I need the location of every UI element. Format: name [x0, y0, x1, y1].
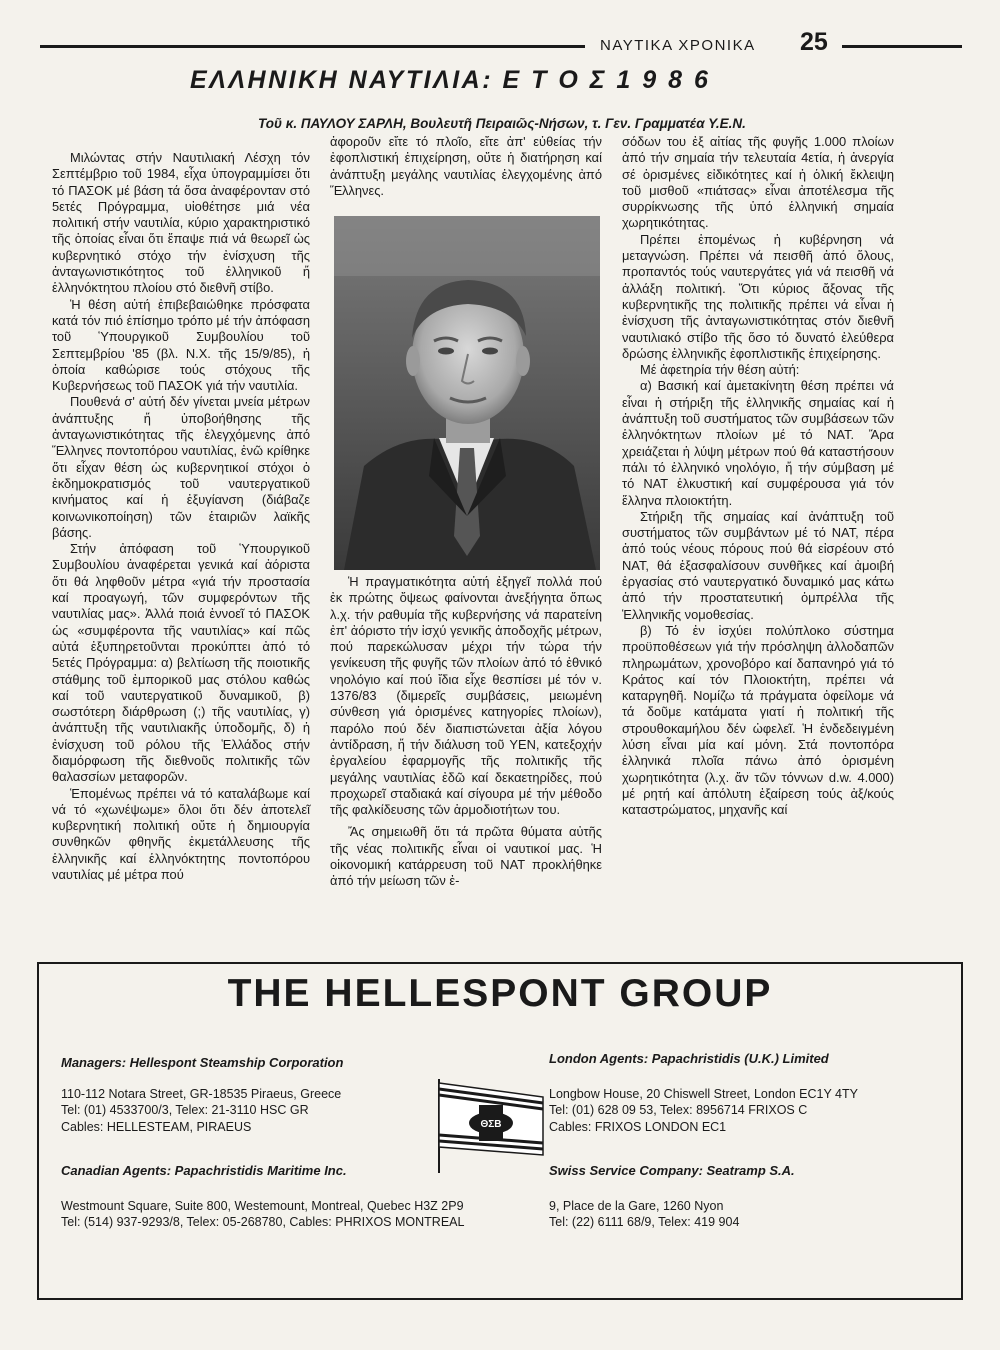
paragraph: α) Βασική καί ἀμετακίνητη θέση πρέπει νά εἶναι ἡ στήριξη τῆς ἑλληνικῆς σημαίας καί ἡ ἀνάπτυξη τοῦ συστήματος τῶν συμβάσεων τῶν ἑλληνόκτητων πλοίων μέ τό ΝΑΤ. Ἄρα χρειάζεται ἡ λύψη μέτρων πού θά καταστήσουν πάλι τό ἑλληνικό νηολόγιο, ἤ τήν σύμβαση μέ τό ΝΑΤ ἑλκυστική καί συμφέρουσα γιά τόν ἕλληνα πλοιοκτήτη.	[622, 378, 894, 508]
london-address: Longbow House, 20 Chiswell Street, London EC1Y 4TY	[549, 1086, 858, 1101]
managers-heading: Managers: Hellespont Steamship Corporation	[61, 1055, 344, 1070]
london-phone: Tel: (01) 628 09 53, Telex: 8956714 FRIXOS C	[549, 1103, 808, 1117]
header-rule-left	[40, 45, 585, 48]
managers-phone: Tel: (01) 4533700/3, Telex: 21-3110 HSC GR	[61, 1103, 309, 1117]
paragraph: Μέ ἀφετηρία τήν θέση αὐτή:	[640, 362, 800, 378]
london-heading: London Agents: Papachristidis (U.K.) Limited	[549, 1051, 829, 1066]
canadian-heading: Canadian Agents: Papachristidis Maritime Inc.	[61, 1163, 347, 1178]
magazine-name: ΝΑΥΤΙΚΑ ΧΡΟΝΙΚΑ	[600, 37, 756, 54]
paragraph: Ἄς σημειωθῆ ὅτι τά πρῶτα θύματα αὐτῆς τῆς νέας πολιτικῆς εἶναι οἱ ναυτικοί μας. Ἡ οἰκονομική κατάρρευση τοῦ ΝΑΤ προκλήθηκε ἀπό τήν μείωση τῶν ἐ-	[330, 824, 602, 889]
managers-address: 110-112 Notara Street, GR-18535 Piraeus, Greece	[61, 1086, 342, 1101]
article-byline: Τοῦ κ. ΠΑΥΛΟΥ ΣΑΡΛΗ, Βουλευτῆ Πειραιῶς-Νήσων, τ. Γεν. Γραμματέα Υ.Ε.Ν.	[258, 116, 746, 131]
paragraph: Πρέπει ἑπομένως ἡ κυβέρνηση νά μεταγνώση. Πρέπει νά πεισθῆ ἀπό ὅλους, προπαντός τούς ναυτεργάτες γιά νά πεισθῆ νά ἀλλάξη πολιτική. Ὅτι κύριος ἄξονας τῆς κυβερνητικῆς της πολιτικῆς πρέπει νά εἶναι ἡ ἐνίσχυση τῆς ἀνταγωνιστικότητας στόν διεθνῆ ναυτιλιακό στίβο τῆς ὅσο τό δυνατό ἐλεύθερα δρώσης ἑλληνικῆς ἐφοπλιστικῆς ἐπιχείρησης.	[622, 231, 894, 361]
managers-cables: Cables: HELLESTEAM, PIRAEUS	[61, 1119, 252, 1134]
flag-letters: ΘΣΒ	[480, 1119, 502, 1130]
swiss-address: 9, Place de la Gare, 1260 Nyon	[549, 1198, 724, 1213]
ad-title: THE HELLESPONT GROUP	[227, 972, 773, 1015]
article-column-3	[622, 134, 894, 818]
article-title: ΕΛΛΗΝΙΚΗ ΝΑΥΤΙΛΙΑ: Ε Τ Ο Σ 1 9 8 6	[190, 66, 711, 94]
canadian-phone: Tel: (514) 937-9293/8, Telex: 05-268780, Cables: PHRIXOS MONTREAL	[61, 1215, 465, 1229]
author-portrait-photo	[334, 216, 600, 570]
hellespont-advertisement	[37, 962, 963, 1300]
paragraph: Ἡ πραγματικότητα αὐτή ἐξηγεῖ πολλά πού ἐκ πρώτης ὄψεως φαίνονται ἀνεξήγητα ὅπως λ.χ. τήν ραθυμία τῆς κυβερνήσης νά παρατείνη ἐπ' ἀόριστο τήν ἰσχύ γενικῆς ἀποδοχῆς μέτρων, πού παρεκώλυσαν μέχρι τήν τώρα τήν γενίκευση τῆς φυγῆς τῶν πλοίων ἀπό τό ἐθνικό νηολόγιο καί πού ἴδια εἶχε θεσπίσει μέ τόν ν. 1376/83 (διμερεῖς συμβάσεις, μειωμένη σύνθεση γιά ὁρισμένες κατηγορίες πλοίων), παρόλο πού δέν διαπιστώνεται ἀξία λόγου ἀντίδραση, ἤ τήν διάλυση τοῦ ΥΕΝ, κατεξοχήν ἐργαλείου ἐφαρμογῆς τῆς πολιτικῆς τῆς μεγάλης ναυτιλίας ἐδῶ καί δεκαετηρίδες, πού προχωρεῖ σταδιακά καί σίγουρα μέ τήν μέθοδο τῆς φαλκίδευσης τῶν ἁρμοδιοτήτων του.	[330, 574, 602, 818]
paragraph: Στήν ἀπόφαση τοῦ Ὑπουργικοῦ Συμβουλίου ἀναφέρεται γενικά καί ἀόριστα ὅτι θά ληφθοῦν μέτρα «γιά τήν προστασία καί προαγωγή, τῶν συμφερόντων τῆς ναυτιλίας μας». Ἀλλά ποιά ἐννοεῖ τό ΠΑΣΟΚ ὡς «συμφέροντα τῆς ναυτιλίας» καί πῶς αὐτά ἐξυπηρετοῦνται προκύπτει ἀπό τό 5ετές Πρόγραμμα: α) βελτίωση τῆς ποιοτικῆς στάθμης τοῦ ἐμπορικοῦ μας στόλου καθώς καί τοῦ ναυτεργατικοῦ δυναμικοῦ, β) σωστότερη διάρθρωση (;) τῆς ναυτιλίας, γ) ἀνάπτυξη τῆς ναυτιλιακῆς ὑποδομῆς, δ) ἡ ἐνίσχυση τοῦ ρόλου τῆς Ἑλλάδος στήν διαμόρφωση τῆς διεθνοῦς πολιτικῆς τῶν θαλασσίων μεταφορῶν.	[52, 541, 310, 785]
company-flag-icon	[431, 1075, 551, 1175]
paragraph: Ἡ θέση αὐτή ἐπιβεβαιώθηκε πρόσφατα κατά τόν πιό ἐπίσημο τρόπο μέ τήν ἀπόφαση τοῦ Ὑπουργικοῦ Συμβουλίου τοῦ Σεπτεμβρίου '85 (βλ. Ν.Χ. τῆς 15/9/85), ἡ ὁποία καθώρισε τούς στόχους τῆς Κυβερνήσεως τοῦ ΠΑΣΟΚ γιά τήν ναυτιλία.	[52, 296, 310, 394]
swiss-heading: Swiss Service Company: Seatramp S.A.	[549, 1163, 795, 1178]
london-cables: Cables: FRIXOS LONDON EC1	[549, 1119, 727, 1134]
paragraph: Στήριξη τῆς σημαίας καί ἀνάπτυξη τοῦ συστήματος τῶν συμβάντων μέ τό ΝΑΤ, πέρα ἀπό τούς νέους πόρους πού θά εἰσρέουν στό ΝΑΤ, θά ἐξασφαλίσουν συνθῆκες καί ἀμοιβή ἐργασίας στό ναυτεργατικό δυναμικό μας κάτω ἀπό τήν προστατευτική ὀμπρέλλα τῆς Ἑλληνικῆς νομοθεσίας.	[622, 508, 894, 622]
paragraph: Ἑπομένως πρέπει νά τό καταλάβωμε καί νά τό «χωνέψωμε» ὅλοι ὅτι δέν ἀποτελεῖ κυβερνητική πολιτική οὔτε ἡ δημιουργία συνθηκῶν φθηνῆς ἐκμετάλλευσης τῆς ἑλληνικῆς καί ἑλληνόκτητης ποντοπόρου ναυτιλίας μέ μέτρα πού	[52, 785, 310, 883]
portrait-illustration	[334, 216, 600, 570]
paragraph: Μιλώντας στήν Ναυτιλιακή Λέσχη τόν Σεπτέμβριο τοῦ 1984, εἶχα ὑπογραμμίσει ὅτι τό ΠΑΣΟΚ μέ βάση τά ὅσα ἀναφέρονταν στό 5ετές Πρόγραμμα, υἱοθέτησε μιά νέα πολιτική στήν ναυτιλία, κύριο χαρακτηριστικό τῆς ὁποίας εἶναι ὅτι ἔπαψε πιά νά θεωρεῖ ὡς κυβερνητικό στόχο τήν ἐνίσχυση τῆς ἀνταγωνιστικότητος τοῦ ἑλληνικοῦ ἤ ἑλληνόκτητου πλοίου στό διεθνῆ στίβο.	[52, 150, 310, 296]
canadian-address: Westmount Square, Suite 800, Westemount, Montreal, Quebec H3Z 2P9	[61, 1198, 464, 1213]
canadian-block	[61, 1163, 531, 1231]
swiss-phone: Tel: (22) 6111 68/9, Telex: 419 904	[549, 1215, 740, 1229]
london-block	[549, 1051, 939, 1135]
article-column-1	[52, 150, 310, 883]
paragraph: Πουθενά σ' αὐτή δέν γίνεται μνεία μέτρων ἀνάπτυξης ἤ ὑποβοήθησης τῆς ἀνταγωνιστικότητας τῆς ἐλεγχόμενης ἀπό Ἕλληνες ποντοπόρου ναυτιλίας, ἐνῶ κρίθηκε ὅτι εἶχαν θέση ὡς κυβερνητικοί στόχοι ὁ ἐκδημοκρατισμός τοῦ ναυτεργατικοῦ κινήματος καί ἡ ἐξυγίανση (διάβαζε κοινωνικοποίηση) τῶν ἑταιριῶν λαϊκῆς βάσης.	[52, 394, 310, 540]
managers-block	[61, 1055, 441, 1135]
page-number: 25	[800, 28, 828, 56]
paragraph: ἀφοροῦν εἴτε τό πλοῖο, εἴτε ἀπ' εὐθείας τήν ἐφοπλιστική ἐπιχείρηση, οὔτε ἡ διατήρηση καί ἀνάπτυξη μεγάλης ναυτιλίας ἐλεγχομένης ἀπό Ἕλληνες.	[330, 134, 602, 198]
paragraph: β) Τό ἐν ἰσχύει πολύπλοκο σύστημα προϋποθέσεων γιά τήν πρόσληψη ἀλλοδαπῶν πληρωμάτων, χρονοβόρο καί δαπανηρό γιά τό Κράτος καί τόν Πλοιοκτήτη, πρέπει νά καταργηθῆ. Νομίζω τά πράγματα ὀφείλομε νά τά δοῦμε κατάματα γιατί ἡ πολιτική τῆς στρουθοκαμήλου δέν ὠφελεῖ. Ἡ ἐνδεδειγμένη λύση εἶναι μία καί μόνη. Στά ποντοπόρα ἑλληνικά πλοῖα πάνω ἀπό ὁρισμένη χωρητικότητα (λ.χ. ἄν τῶν τόννων d.w. 4.000) μέ ρητή καί ἀπόλυτη ἐξαίρεση τούς ἀξ/κούς καταστρώματος, μηχανῆς καί	[622, 622, 894, 818]
swiss-block	[549, 1163, 939, 1231]
paragraph: σόδων του ἐξ αἰτίας τῆς φυγῆς 1.000 πλοίων ἀπό τήν σημαία τήν τελευταία 4ετία, ἡ ἀνεργία σέ ὁρισμένες εἰδικότητες καί ἡ ὁλική ἔκλειψη τοῦ μισθοῦ «πιάτσας» εἶναι ἀποτέλεσμα τῆς συρρίκνωσης τῆς ὑπό ἑλληνική σημαία χωρητικότητας.	[622, 134, 894, 231]
header-rule-right	[842, 45, 962, 48]
article-column-2-top	[330, 134, 602, 199]
article-column-2-bottom	[330, 574, 602, 890]
